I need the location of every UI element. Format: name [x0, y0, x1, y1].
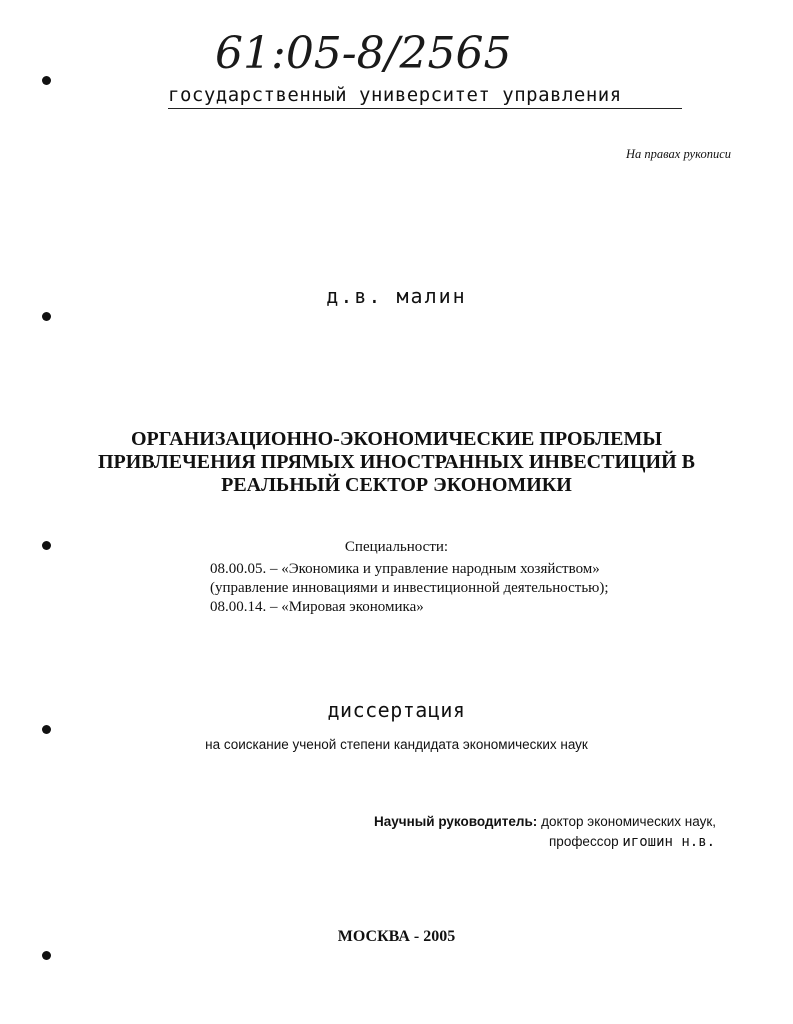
- author-name: д.в. малин: [326, 284, 467, 308]
- binding-hole-mark: [42, 725, 51, 734]
- specialty-item: (управление инновациями и инвестиционной деятельностью);: [210, 580, 609, 596]
- supervisor-name: игошин н.в.: [622, 834, 716, 850]
- title-line: ОРГАНИЗАЦИОННО-ЭКОНОМИЧЕСКИЕ ПРОБЛЕМЫ: [130, 428, 663, 450]
- handwritten-code-graphic: [215, 22, 515, 82]
- binding-hole-mark: [42, 541, 51, 550]
- specialty-item: 08.00.05. – «Экономика и управление народным хозяйством»: [210, 561, 600, 577]
- specialties-heading: Специальности:: [344, 539, 449, 555]
- title-line: РЕАЛЬНЫЙ СЕКТОР ЭКОНОМИКИ: [221, 474, 572, 496]
- degree-statement: на соискание ученой степени кандидата экономических наук: [205, 737, 588, 752]
- university-underline: [168, 108, 682, 109]
- document-type: диссертация: [327, 698, 466, 722]
- handwritten-archive-code: [215, 22, 515, 82]
- rights-note: На правах рукописи: [626, 147, 731, 161]
- binding-hole-mark: [42, 951, 51, 960]
- university-name: государственный университет управления: [168, 84, 622, 106]
- handwritten-code-text: 61:05-8/2565: [215, 28, 512, 79]
- binding-hole-mark: [42, 312, 51, 321]
- specialty-item: 08.00.14. – «Мировая экономика»: [210, 599, 424, 615]
- dissertation-title: [60, 428, 733, 497]
- title-line: ПРИВЛЕЧЕНИЯ ПРЯМЫХ ИНОСТРАННЫХ ИНВЕСТИЦИЙ В: [97, 451, 696, 473]
- supervisor-block: [374, 812, 716, 852]
- specialties-list: [210, 560, 609, 617]
- supervisor-degree: доктор экономических наук,: [541, 814, 717, 829]
- supervisor-rank: профессор: [549, 834, 619, 849]
- supervisor-label: Научный руководитель:: [374, 814, 538, 829]
- binding-hole-mark: [42, 76, 51, 85]
- city-year: МОСКВА - 2005: [337, 928, 456, 945]
